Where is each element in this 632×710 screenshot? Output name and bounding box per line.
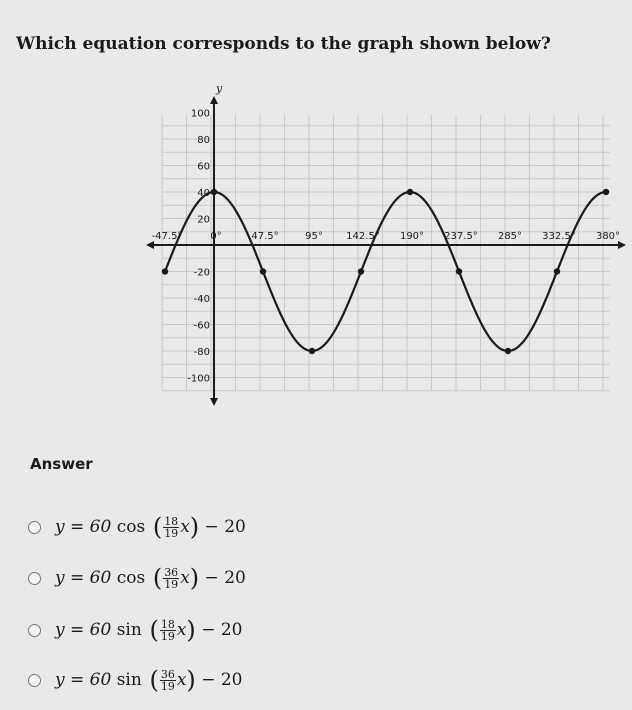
- data-point: [358, 268, 364, 274]
- answer-heading: Answer: [30, 455, 93, 473]
- fraction-denominator: 19: [164, 526, 179, 540]
- close-paren: ): [189, 564, 200, 592]
- fraction-numerator: 18: [160, 617, 175, 631]
- fraction: [163, 567, 179, 590]
- fraction-numerator: 36: [160, 667, 175, 681]
- open-paren: (: [145, 513, 163, 541]
- fraction-numerator: 36: [164, 565, 179, 579]
- open-paren: (: [141, 666, 159, 694]
- y-axis-arrow-down: [210, 398, 218, 406]
- fraction: [160, 669, 176, 692]
- equation: [55, 515, 246, 539]
- close-paren: ): [186, 616, 196, 644]
- eq-func: sin: [116, 620, 142, 640]
- eq-prefix: y = 60: [55, 517, 117, 537]
- y-tick-label: -20: [193, 267, 210, 279]
- y-tick-label: -100: [187, 373, 210, 385]
- close-paren: ): [186, 666, 196, 694]
- fraction-denominator: 19: [160, 679, 175, 693]
- eq-prefix: y = 60: [55, 670, 117, 690]
- eq-func: sin: [116, 670, 142, 690]
- y-tick-label: 60: [197, 161, 210, 173]
- eq-func: cos: [116, 517, 146, 537]
- open-paren: (: [145, 564, 163, 592]
- y-axis-label: y: [216, 82, 223, 95]
- x-tick-label: -47.5°: [151, 231, 183, 242]
- y-axis-arrow-up: [210, 96, 218, 104]
- open-paren: (: [141, 616, 159, 644]
- fraction-numerator: 18: [164, 514, 179, 528]
- data-point: [162, 268, 168, 274]
- equation: [55, 618, 242, 642]
- close-paren: ): [189, 513, 200, 541]
- option-2[interactable]: [28, 566, 246, 590]
- y-tick-label: 20: [197, 214, 210, 226]
- data-point: [309, 348, 315, 354]
- eq-var: x: [180, 517, 190, 537]
- y-tick-label: -80: [193, 347, 210, 358]
- option-3[interactable]: [28, 618, 242, 642]
- data-point: [260, 268, 266, 274]
- data-point: [603, 189, 609, 195]
- x-tick-label: 285°: [497, 231, 523, 242]
- x-tick-label: 332.5°: [542, 231, 576, 242]
- x-tick-label: 47.5°: [251, 231, 279, 242]
- eq-suffix: − 20: [199, 568, 246, 588]
- x-tick-label: 190°: [399, 231, 425, 242]
- eq-prefix: y = 60: [55, 620, 117, 640]
- eq-suffix: − 20: [195, 620, 243, 640]
- x-axis-arrow-right: [618, 241, 626, 249]
- x-tick-label: 142.5°: [346, 231, 380, 242]
- question-text: Which equation corresponds to the graph shown below?: [16, 34, 551, 54]
- data-point: [505, 348, 511, 354]
- eq-var: x: [176, 670, 187, 690]
- option-4[interactable]: [28, 668, 242, 692]
- radio-button[interactable]: [28, 674, 41, 687]
- fraction-denominator: 19: [164, 577, 179, 591]
- eq-prefix: y = 60: [55, 568, 117, 588]
- radio-button[interactable]: [28, 572, 41, 585]
- y-tick-label: 40: [197, 188, 210, 199]
- eq-var: x: [180, 568, 190, 588]
- data-point: [456, 268, 462, 274]
- equation: [55, 566, 246, 590]
- equation: [55, 668, 242, 692]
- y-tick-label: 80: [197, 135, 210, 146]
- fraction: [163, 516, 179, 539]
- y-tick-label: 100: [190, 108, 210, 120]
- data-point: [211, 189, 217, 195]
- x-tick-label: 0°: [210, 231, 222, 242]
- eq-suffix: − 20: [195, 670, 243, 690]
- fraction-denominator: 19: [160, 629, 175, 643]
- x-tick-label: 380°: [595, 231, 621, 242]
- fraction: [160, 619, 176, 642]
- data-point: [407, 189, 413, 195]
- y-tick-label: -40: [193, 294, 210, 305]
- eq-func: cos: [116, 568, 146, 588]
- radio-button[interactable]: [28, 521, 41, 534]
- x-axis-arrow-left: [146, 241, 154, 249]
- eq-var: x: [176, 620, 187, 640]
- x-tick-label: 95°: [305, 231, 323, 242]
- y-tick-label: -60: [193, 320, 210, 332]
- eq-suffix: − 20: [199, 517, 246, 537]
- x-tick-label: 237.5°: [444, 231, 478, 242]
- data-point: [554, 268, 560, 274]
- radio-button[interactable]: [28, 624, 41, 637]
- option-1[interactable]: [28, 515, 246, 539]
